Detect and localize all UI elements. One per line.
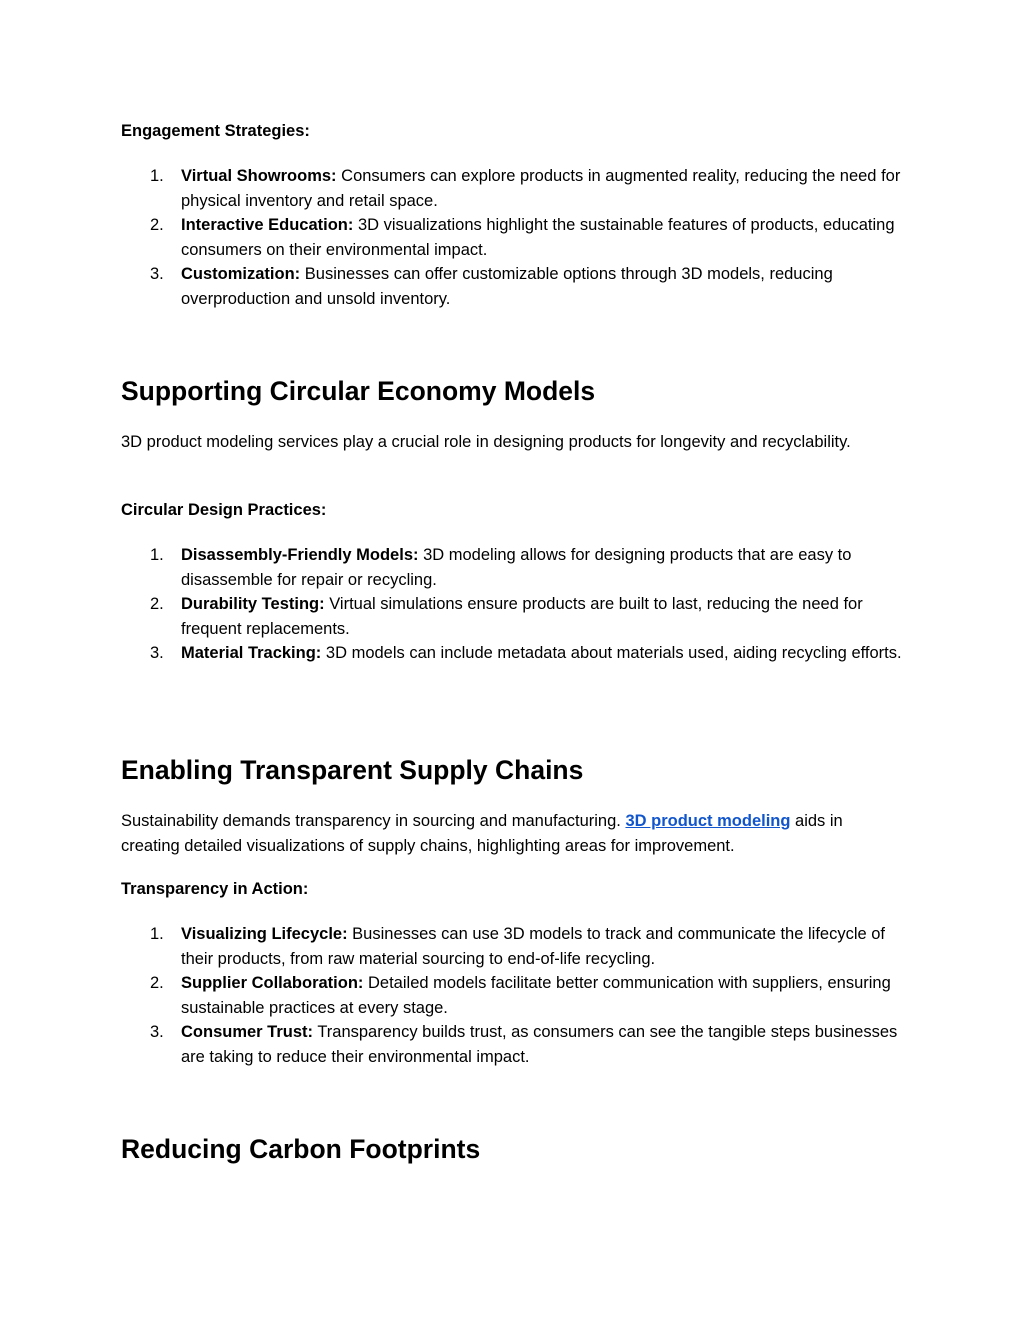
list-number: 3.: [150, 1023, 164, 1041]
list-item: [121, 213, 911, 262]
list-item: [121, 922, 911, 971]
3d-product-modeling-link[interactable]: 3D product modeling: [625, 812, 791, 830]
list-item-text: Consumers can explore products in augmented reality, reducing the need for physical inventory and retail space.: [181, 167, 901, 210]
list-item: [121, 262, 911, 311]
transparency-in-action-label: Transparency in Action:: [121, 880, 309, 898]
list-item-text: Businesses can use 3D models to track and communicate the lifecycle of their products, from raw material sourcing to end-of-life recycling.: [181, 925, 886, 968]
supply-intro-text-continued: aids in creating detailed visualizations of supply chains, highlighting areas for improvement.: [121, 812, 843, 855]
engagement-strategies-label: Engagement Strategies:: [121, 122, 310, 140]
list-item-title: Visualizing Lifecycle:: [181, 925, 348, 943]
supply-intro-text: Sustainability demands transparency in sourcing and manufacturing.: [121, 812, 626, 830]
list-item: [121, 592, 911, 641]
supply-chains-heading: Enabling Transparent Supply Chains: [121, 755, 584, 785]
list-item-title: Virtual Showrooms:: [181, 167, 337, 185]
list-number: 3.: [150, 644, 164, 662]
list-number: 1.: [150, 167, 164, 185]
circular-design-practices-list: [121, 543, 911, 666]
list-item-title: Customization:: [181, 265, 301, 283]
list-number: 2.: [150, 595, 164, 613]
engagement-strategies-list: [121, 164, 911, 311]
list-item-text: Detailed models facilitate better communication with suppliers, ensuring sustainable practices at every stage.: [181, 974, 891, 1017]
list-item-text: Transparency builds trust, as consumers can see the tangible steps businesses are taking to reduce their environmental impact.: [181, 1023, 898, 1066]
list-item-title: Durability Testing:: [181, 595, 325, 613]
list-item: [121, 971, 911, 1020]
list-item-title: Disassembly-Friendly Models:: [181, 546, 419, 564]
circular-design-practices-label: Circular Design Practices:: [121, 501, 327, 519]
carbon-footprints-heading: Reducing Carbon Footprints: [121, 1134, 481, 1164]
list-item-text: 3D modeling allows for designing products that are easy to disassemble for repair or recycling.: [181, 546, 852, 589]
list-number: 1.: [150, 546, 164, 564]
list-item-title: Material Tracking:: [181, 644, 322, 662]
list-item-title: Consumer Trust:: [181, 1023, 314, 1041]
list-item: [121, 543, 911, 592]
circular-economy-heading: Supporting Circular Economy Models: [121, 376, 596, 406]
circular-economy-intro: 3D product modeling services play a crucial role in designing products for longevity and recyclability.: [121, 433, 851, 451]
transparency-in-action-list: [121, 922, 911, 1069]
list-number: 1.: [150, 925, 164, 943]
list-item-text: Businesses can offer customizable options through 3D models, reducing overproduction and unsold inventory.: [181, 265, 833, 308]
list-item: [121, 641, 911, 666]
list-item: [121, 1020, 911, 1069]
list-number: 3.: [150, 265, 164, 283]
list-item-text: 3D models can include metadata about materials used, aiding recycling efforts.: [321, 644, 902, 662]
list-item-text: 3D visualizations highlight the sustainable features of products, educating consumers on their environmental impact.: [181, 216, 895, 259]
list-item-text: Virtual simulations ensure products are built to last, reducing the need for frequent replacements.: [181, 595, 863, 638]
list-number: 2.: [150, 216, 164, 234]
supply-chains-intro: [121, 809, 901, 858]
list-number: 2.: [150, 974, 164, 992]
list-item: [121, 164, 911, 213]
list-item-title: Supplier Collaboration:: [181, 974, 364, 992]
list-item-title: Interactive Education:: [181, 216, 354, 234]
